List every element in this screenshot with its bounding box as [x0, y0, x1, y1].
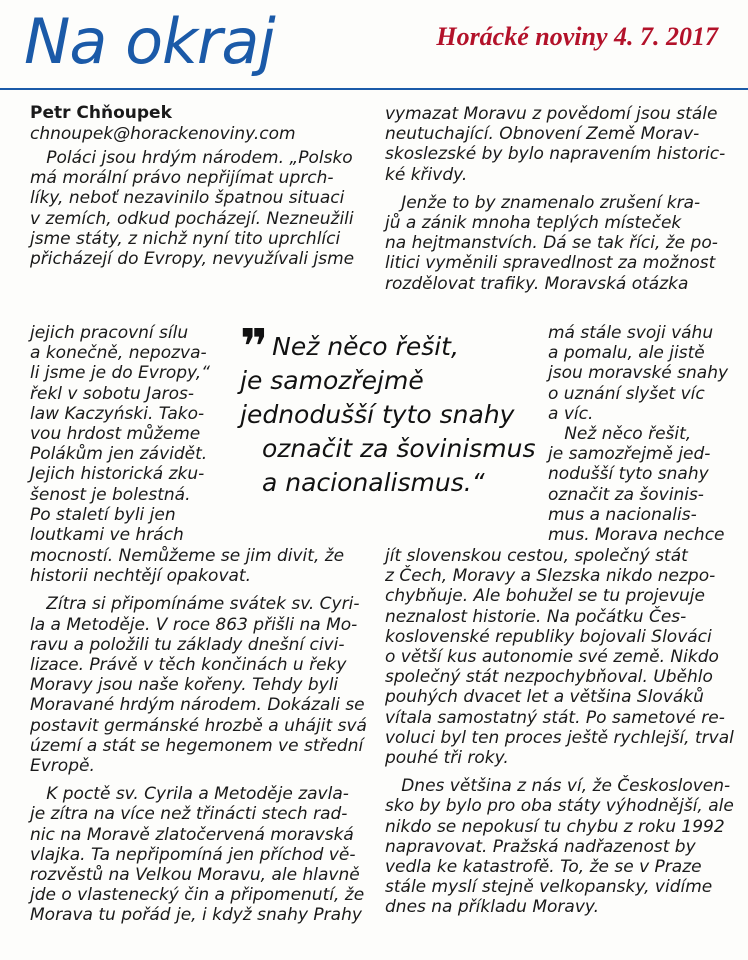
article-paragraph-3-end: vymazat Moravu z povědomí jsou stále neutuchající. Obnovení Země Morav- skoslezské by bylo napravením historic- ké křivdy. — [385, 104, 726, 185]
quote-line: je samozřejmě — [240, 366, 424, 395]
rubric-title: Na okraj — [24, 5, 275, 78]
masthead — [0, 0, 748, 90]
article-column-1-lower — [30, 546, 370, 926]
article-column-2-upper — [385, 104, 725, 294]
article-paragraph-1: Poláci jsou hrdým národem. „Polsko má morální právo nepřijímat uprch- líky, neboť nezavinilo špatnou situaci v zemích, odkud pocházejí. Nezneužili jsme státy, z nichž nyní tito uprchlíci přicházejí do Evropy, nevyužívali jsme — [30, 148, 355, 270]
quote-line: označit za šovinismus — [262, 434, 536, 463]
article-column-2-lower — [385, 546, 734, 918]
quote-line: Než něco řešit, — [272, 332, 459, 361]
author-name: Petr Chňoupek — [30, 103, 172, 123]
quote-line: jednodušší tyto snahy — [240, 400, 515, 429]
article-paragraph-1-continued: jejich pracovní sílu a konečně, nepozva- li jsme je do Evropy,“ řekl v sobotu Jaros- law Kaczyński. Tako- vou hrdost můžeme Polákům jen závidět. Jejich historická zku- šenost je bolestná. Po staletí byli jen loutkami ve hrách — [30, 323, 210, 546]
article-paragraph-4-continued: má stále svoji váhu a pomalu, ale jistě jsou moravské snahy o uznání slyšet víc a víc. Než něco řešit, je samozřejmě jed- nodušší tyto snahy označit za šovinis- mus a nacionalis- mus. Morava nechce — [548, 323, 729, 546]
quote-mark-icon: ❞ — [240, 319, 269, 375]
quote-line: a nacionalismus.“ — [262, 468, 485, 497]
article-paragraph-2: Zítra si připomínáme svátek sv. Cyri- la a Metoděje. V roce 863 přišli na Mo- ravu a položili tu základy dnešní civi- lizace. Právě v těch končinách u řeky Moravy jsou naše kořeny. Tehdy byli Moravané hrdým národem. Dokázali se postavit germánské hrozbě a uhájit svá území a stát se hegemonem ve střední Evropě. — [30, 594, 367, 777]
author-email: chnoupek@horackenoviny.com — [30, 124, 296, 144]
source-citation: Horácké noviny 4. 7. 2017 — [436, 22, 718, 51]
pull-quote — [240, 319, 540, 510]
article-paragraph-3: K poctě sv. Cyrila a Metoděje zavla- je zítra na více než třinácti stech rad- nic na Moravě zlatočervená moravská vlajka. Ta nepřipomíná jen příchod vě- rozvěstů na Velkou Moravu, ale hlavně jde o vlastenecký čin a připomenutí, že Morava tu pořád je, i když snahy Prahy — [30, 784, 365, 926]
article-paragraph-1-end: mocností. Nemůžeme se jim divit, že historii nechtějí opakovat. — [30, 546, 345, 587]
article-paragraph-5-end: jít slovenskou cestou, společný stát z Čech, Moravy a Slezska nikdo nezpo- chybňuje. Ale bohužel se tu projevuje neznalost historie. Na počátku Čes- koslovenské republiky bojovali Slováci o větší kus autonomie své země. Nikdo společný stát nezpochybňoval. Uběhlo pouhých dvacet let a většina Slováků vítala samostatný stát. Po sametové re- voluci byl ten proces ještě rychlejší, trval pouhé tři roky. — [385, 546, 734, 769]
article-paragraph-4: Jenže to by znamenalo zrušení kra- jů a zánik mnoha teplých místeček na hejtmanstvích. Dá se tak říci, že po- litici vyměnili spravedlnost za možnost rozdělovat trafiky. Moravská otázka — [385, 192, 718, 294]
article-paragraph-6: Dnes většina z nás ví, že Českosloven- sko by bylo pro oba státy výhodnější, ale nikdo se nepokusí tu chybu z roku 1992 napravovat. Pražská nadřazenost by vedla ke katastrofě. To, že se v Praze stále myslí stejně velkopansky, vidíme dnes na příkladu Moravy. — [385, 776, 734, 918]
